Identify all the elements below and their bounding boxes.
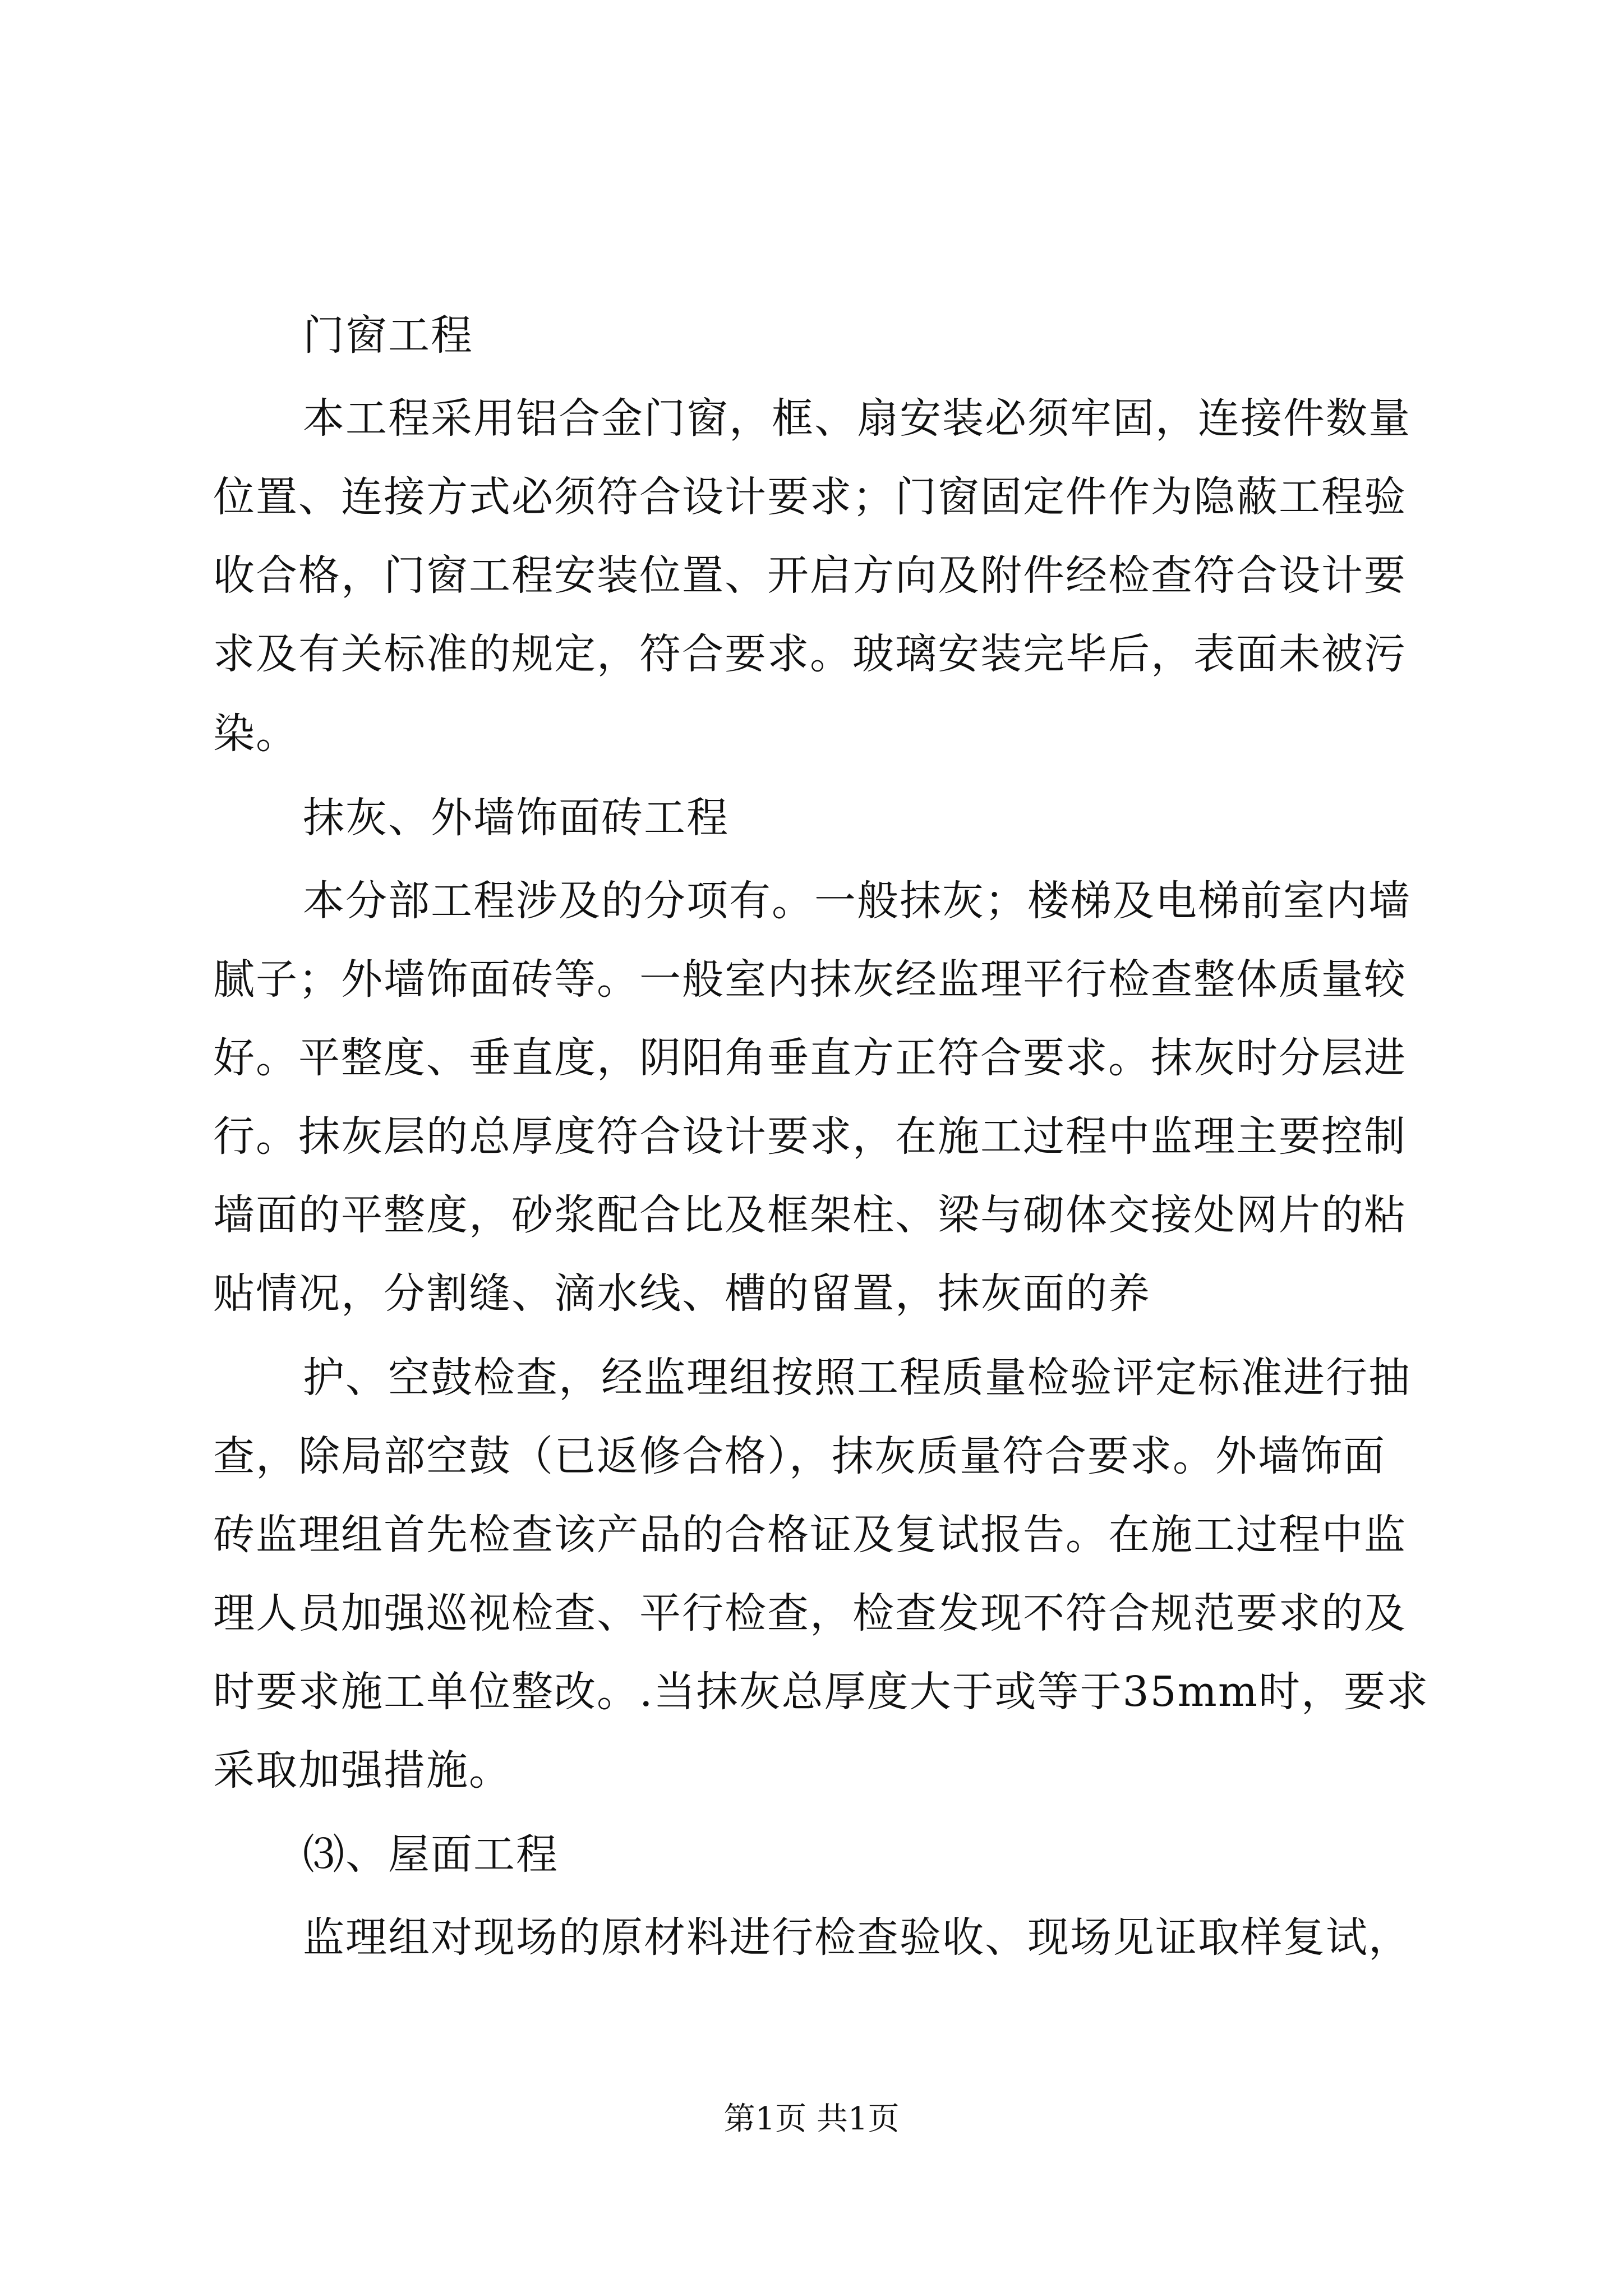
paragraph-line: 腻子；外墙饰面砖等。一般室内抹灰经监理平行检查整体质量较 [213, 955, 1407, 1004]
paragraph-line: 查，除局部空鼓（已返修合格），抹灰质量符合要求。外墙饰面 [213, 1432, 1386, 1480]
paragraph-line: 位置、连接方式必须符合设计要求；门窗固定件作为隐蔽工程验 [213, 473, 1407, 521]
paragraph-line: 时要求施工单位整改。.当抹灰总厚度大于或等于35mm时，要求 [213, 1668, 1430, 1716]
paragraph-line: 砖监理组首先检查该产品的合格证及复试报告。在施工过程中监 [213, 1511, 1407, 1559]
paragraph-line: 染。 [213, 710, 298, 758]
paragraph-line: 监理组对现场的原材料进行检查验收、现场见证取样复试， [303, 1913, 1411, 1962]
paragraph-line: 行。抹灰层的总厚度符合设计要求，在施工过程中监理主要控制 [213, 1112, 1407, 1161]
paragraph-line: 护、空鼓检查，经监理组按照工程质量检验评定标准进行抽 [303, 1354, 1411, 1402]
paragraph-line: 墙面的平整度，砂浆配合比及框架柱、梁与砌体交接处网片的粘 [213, 1191, 1407, 1239]
paragraph-line: 求及有关标准的规定，符合要求。玻璃安装完毕后，表面未被污 [213, 630, 1407, 678]
paragraph-line: 本分部工程涉及的分项有。一般抹灰；楼梯及电梯前室内墙 [303, 877, 1411, 925]
paragraph-line: 收合格，门窗工程安装位置、开启方向及附件经检查符合设计要 [213, 551, 1407, 600]
paragraph-line: 好。平整度、垂直度，阴阳角垂直方正符合要求。抹灰时分层进 [213, 1034, 1407, 1082]
heading-plaster-tile: 抹灰、外墙饰面砖工程 [303, 794, 729, 842]
paragraph-line: 本工程采用铝合金门窗，框、扇安装必须牢固，连接件数量 [303, 394, 1411, 443]
paragraph-line: 采取加强措施。 [213, 1746, 511, 1795]
paragraph-line: 理人员加强巡视检查、平行检查，检查发现不符合规范要求的及 [213, 1589, 1407, 1637]
page-footer: 第1页 共1页 [723, 2101, 900, 2137]
paragraph-line: 贴情况，分割缝、滴水线、槽的留置，抹灰面的养 [213, 1269, 1151, 1318]
heading-roof: ⑶、屋面工程 [303, 1830, 559, 1879]
heading-door-window: 门窗工程 [303, 311, 473, 360]
